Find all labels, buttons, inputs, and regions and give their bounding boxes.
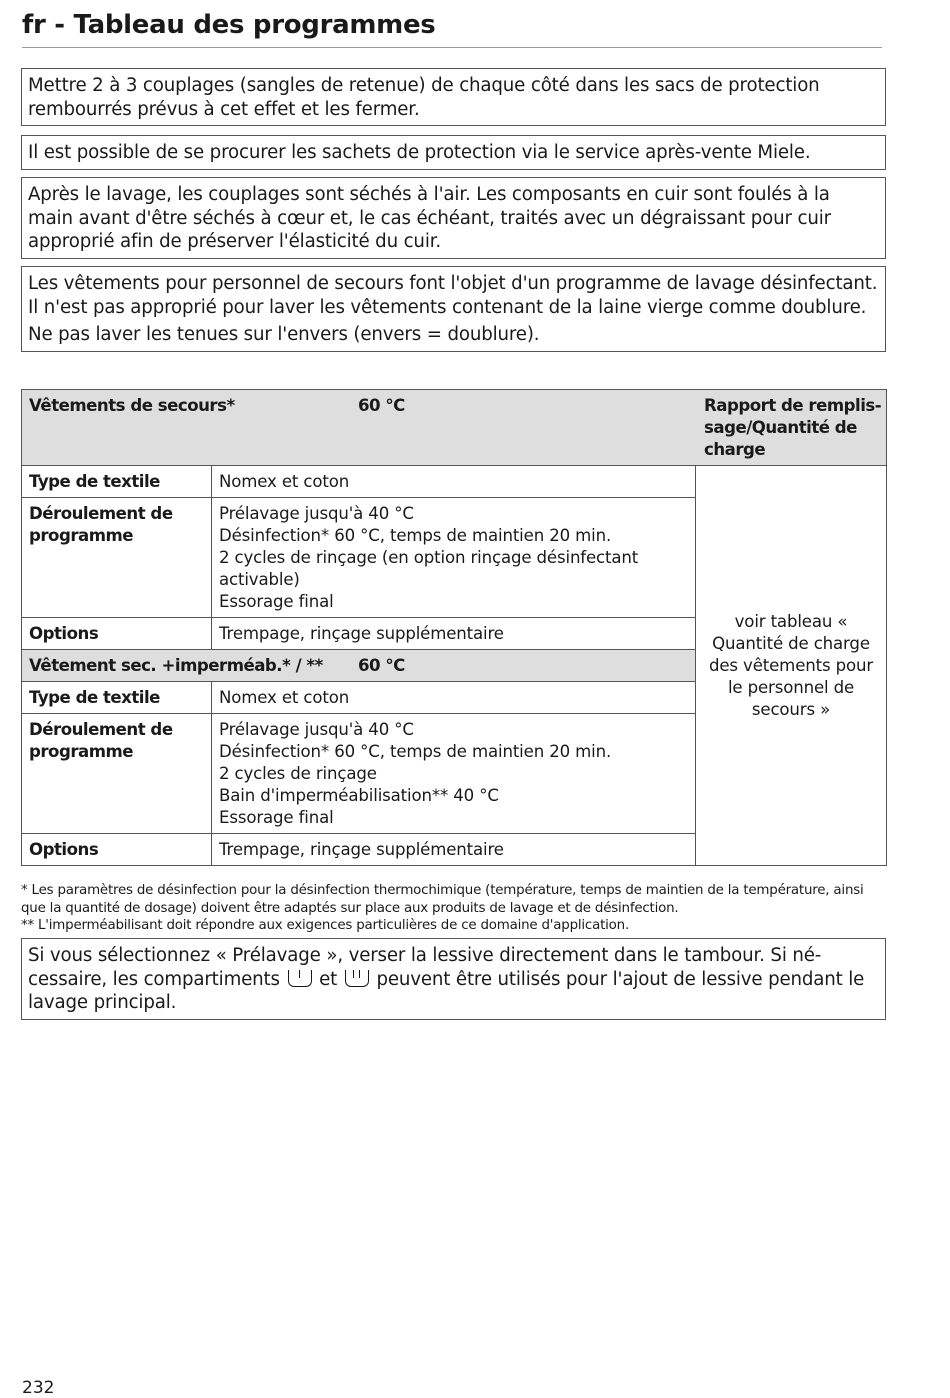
compartment-ii-icon bbox=[345, 970, 369, 987]
program-sequence-label: Déroulement de programme bbox=[22, 498, 212, 618]
program-sequence-value bbox=[212, 714, 696, 834]
options-label: Options bbox=[22, 618, 212, 650]
sequence-step: Bain d'imperméabilisation** 40 °C bbox=[219, 786, 499, 805]
sequence-step: Essorage final bbox=[219, 808, 334, 827]
program-table bbox=[21, 389, 887, 866]
note-prewash bbox=[21, 938, 886, 1020]
note-rescue-clothing bbox=[21, 266, 886, 352]
note-coupling-bags bbox=[21, 68, 886, 126]
sequence-step: 2 cycles de rinçage bbox=[219, 764, 377, 783]
program-sequence-label: Déroulement de programme bbox=[22, 714, 212, 834]
page-title: fr - Tableau des programmes bbox=[22, 10, 436, 40]
textile-type-value: Nomex et coton bbox=[212, 466, 696, 498]
program-name: Vêtement sec. +imperméab.* / ** bbox=[29, 656, 323, 675]
table-row bbox=[22, 466, 887, 498]
textile-type-value: Nomex et coton bbox=[212, 682, 696, 714]
program-temperature: 60 °C bbox=[358, 396, 405, 415]
prewash-text-part3: peuvent être utilisés pour l'ajout de lessive pendant le lavage principal. bbox=[28, 968, 865, 1013]
sequence-step: 2 cycles de rinçage (en option rinçage désinfectant activable) bbox=[219, 548, 639, 589]
program-subheader-cell bbox=[22, 650, 696, 682]
prewash-text-part1: Si vous sélectionnez « Prélavage », verser la lessive directement dans le tambour. Si nécessaire, les compartiments bbox=[28, 945, 822, 990]
program-header-row bbox=[22, 390, 887, 466]
note-text: Mettre 2 à 3 couplages (sangles de retenue) de chaque côté dans les sacs de protection rembourrés prévus à cet effet et les fermer. bbox=[28, 75, 820, 120]
sequence-step: Essorage final bbox=[219, 592, 334, 611]
note-text: Ne pas laver les tenues sur l'envers (envers = doublure). bbox=[28, 324, 540, 345]
note-drying bbox=[21, 177, 886, 259]
options-value: Trempage, rinçage supplémentaire bbox=[212, 834, 696, 866]
load-quantity-text: voir tableau « Quantité de charge des vêtements pour le personnel de secours » bbox=[708, 611, 874, 719]
title-divider bbox=[22, 47, 882, 48]
textile-type-label: Type de textile bbox=[22, 466, 212, 498]
note-text: Les vêtements pour personnel de secours font l'objet d'un programme de lavage désinfectant. Il n'est pas approprié pour laver les vêtements contenant de la laine vierge comme doublure. bbox=[28, 273, 878, 318]
options-value: Trempage, rinçage supplémentaire bbox=[212, 618, 696, 650]
note-text: Il est possible de se procurer les sachets de protection via le service après-vente Miele. bbox=[28, 142, 811, 163]
sequence-step: Prélavage jusqu'à 40 °C bbox=[219, 720, 414, 739]
footnote-impregnation: ** L'imperméabilisant doit répondre aux exigences particulières de ce domaine d'application. bbox=[21, 918, 630, 933]
load-ratio-heading: Rapport de remplissage/Quantité de charge bbox=[704, 396, 882, 459]
load-quantity-reference bbox=[696, 466, 887, 866]
options-label: Options bbox=[22, 834, 212, 866]
textile-type-label: Type de textile bbox=[22, 682, 212, 714]
program-header-cell bbox=[22, 390, 887, 466]
sequence-step: Prélavage jusqu'à 40 °C bbox=[219, 504, 414, 523]
footnote-disinfection: * Les paramètres de désinfection pour la désinfection thermochimique (température, temps de maintien de la température, ainsi que la quantité de dosage) doivent être adaptés sur place aux produits de lavage et de désinfection. bbox=[21, 883, 864, 916]
note-text bbox=[28, 944, 878, 1015]
program-name: Vêtements de secours* bbox=[29, 396, 235, 415]
page-number: 232 bbox=[22, 1378, 55, 1398]
sequence-step: Désinfection* 60 °C, temps de maintien 20 min. bbox=[219, 742, 612, 761]
sequence-step: Désinfection* 60 °C, temps de maintien 20 min. bbox=[219, 526, 612, 545]
footnotes bbox=[21, 882, 886, 935]
program-sequence-value bbox=[212, 498, 696, 618]
prewash-text-part2: et bbox=[319, 968, 338, 990]
note-protection-bags bbox=[21, 135, 886, 170]
note-text: Après le lavage, les couplages sont séchés à l'air. Les composants en cuir sont foulés à la main avant d'être séchés à cœur et, le cas échéant, traités avec un dégraissant pour cuir approprié afin de préserver l'élasticité du cuir. bbox=[28, 184, 831, 252]
compartment-i-icon bbox=[288, 970, 312, 987]
program-temperature: 60 °C bbox=[358, 656, 405, 675]
